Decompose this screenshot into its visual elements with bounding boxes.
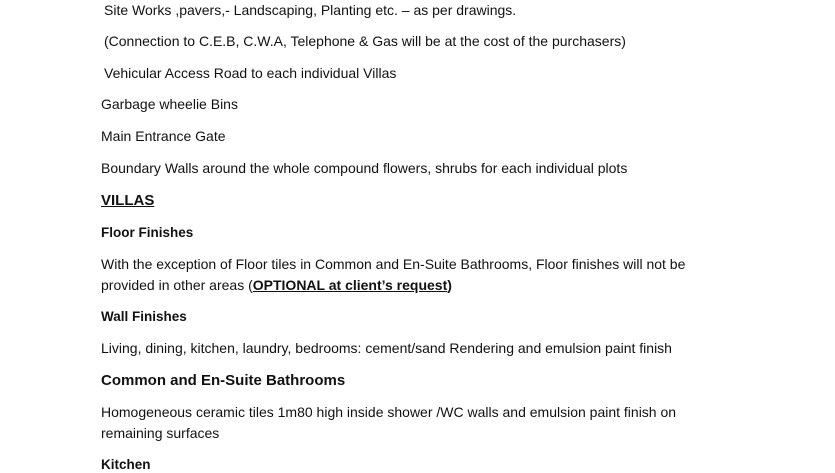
access-road-item: Vehicular Access Road to each individual Villas: [104, 65, 397, 81]
floor-finishes-line-1: With the exception of Floor tiles in Common and En-Suite Bathrooms, Floor finishes will not be: [101, 256, 686, 272]
floor-finishes-prefix: provided in other areas (: [101, 277, 253, 293]
wall-finishes-heading: Wall Finishes: [101, 309, 187, 324]
bathrooms-line-2: remaining surfaces: [101, 425, 220, 441]
villas-heading: VILLAS: [101, 192, 155, 209]
entrance-gate-item: Main Entrance Gate: [101, 128, 226, 144]
optional-note: OPTIONAL at client’s request: [252, 277, 448, 293]
bathrooms-line-1: Homogeneous ceramic tiles 1m80 high inside shower /WC walls and emulsion paint finish on: [101, 404, 677, 420]
kitchen-heading: Kitchen: [101, 457, 151, 472]
garbage-bins-item: Garbage wheelie Bins: [101, 96, 238, 112]
wall-finishes-text: Living, dining, kitchen, laundry, bedrooms: cement/sand Rendering and emulsion paint finish: [101, 340, 672, 356]
boundary-walls-item: Boundary Walls around the whole compound flowers, shrubs for each individual plots: [101, 160, 628, 176]
bathrooms-heading: Common and En-Suite Bathrooms: [101, 372, 346, 389]
site-works-item: Site Works ,pavers,- Landscaping, Planting etc. – as per drawings.: [104, 2, 517, 18]
connection-note: (Connection to C.E.B, C.W.A, Telephone & Gas will be at the cost of the purchasers): [104, 33, 626, 49]
floor-finishes-suffix: ): [447, 277, 452, 293]
floor-finishes-heading: Floor Finishes: [101, 225, 194, 240]
floor-finishes-line-2: [101, 277, 452, 294]
